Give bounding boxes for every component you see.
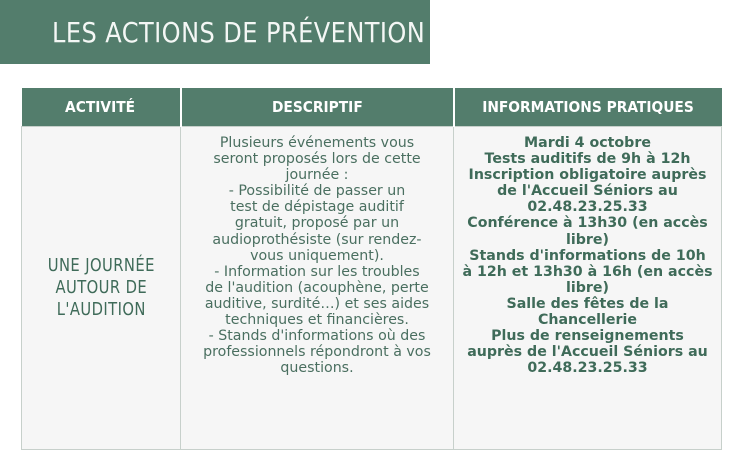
cell-descriptif: [181, 127, 454, 450]
descriptif-line: - Information sur les troubles: [214, 263, 420, 280]
informations-line: libre): [566, 279, 609, 296]
informations-line: de l'Accueil Séniors au: [497, 183, 678, 200]
header-descriptif: DESCRIPTIF: [181, 88, 454, 127]
descriptif-line: - Possibilité de passer un: [228, 183, 406, 200]
informations-line: Plus de renseignements: [491, 328, 684, 345]
descriptif-line: professionnels répondront à vos: [203, 344, 431, 361]
descriptif-line: auditive, surdité…) et ses aides: [204, 295, 430, 312]
informations-line: à 12h et 13h30 à 16h (en accès: [462, 263, 713, 280]
informations-line: Chancellerie: [537, 312, 638, 329]
table-header-row: [22, 88, 722, 127]
informations-line: auprès de l'Accueil Séniors au: [467, 344, 708, 361]
descriptif-line: questions.: [280, 360, 354, 377]
informations-line: Stands d'informations de 10h: [469, 247, 706, 264]
header-activite: ACTIVITÉ: [22, 88, 181, 127]
informations-line: Salle des fêtes de la: [506, 295, 669, 312]
table-row: [22, 127, 722, 450]
informations-line: 02.48.23.25.33: [527, 199, 648, 216]
page-title-banner: [0, 0, 430, 64]
descriptif-line: seront proposés lors de cette: [213, 151, 421, 168]
informations-line: libre): [566, 231, 609, 248]
informations-line: Inscription obligatoire auprès: [468, 167, 707, 184]
cell-informations: [454, 127, 722, 450]
descriptif-line: Plusieurs événements vous: [219, 135, 415, 151]
informations-line: Tests auditifs de 9h à 12h: [484, 151, 691, 168]
descriptif-text: [181, 135, 453, 376]
descriptif-line: vous uniquement).: [250, 247, 384, 264]
informations-line: 02.48.23.25.33: [527, 360, 648, 377]
page-title: LES ACTIONS DE PRÉVENTION: [52, 15, 426, 49]
informations-text: [454, 135, 721, 376]
cell-activite: [22, 127, 181, 450]
descriptif-line: journée :: [285, 167, 349, 184]
informations-line: Conférence à 13h30 (en accès: [467, 215, 708, 232]
informations-line: Mardi 4 octobre: [524, 135, 651, 151]
header-informations: INFORMATIONS PRATIQUES: [454, 88, 722, 127]
descriptif-line: de l'audition (acouphène, perte: [205, 279, 429, 296]
descriptif-line: techniques et financières.: [225, 312, 409, 329]
activite-title: UNE JOURNÉE AUTOUR DE L'AUDITION: [47, 255, 155, 320]
descriptif-line: test de dépistage auditif: [230, 199, 404, 216]
descriptif-line: audioprothésiste (sur rendez-: [212, 231, 422, 248]
descriptif-line: - Stands d'informations où des: [208, 328, 426, 345]
prevention-table: [21, 88, 722, 450]
descriptif-line: gratuit, proposé par un: [234, 215, 400, 232]
